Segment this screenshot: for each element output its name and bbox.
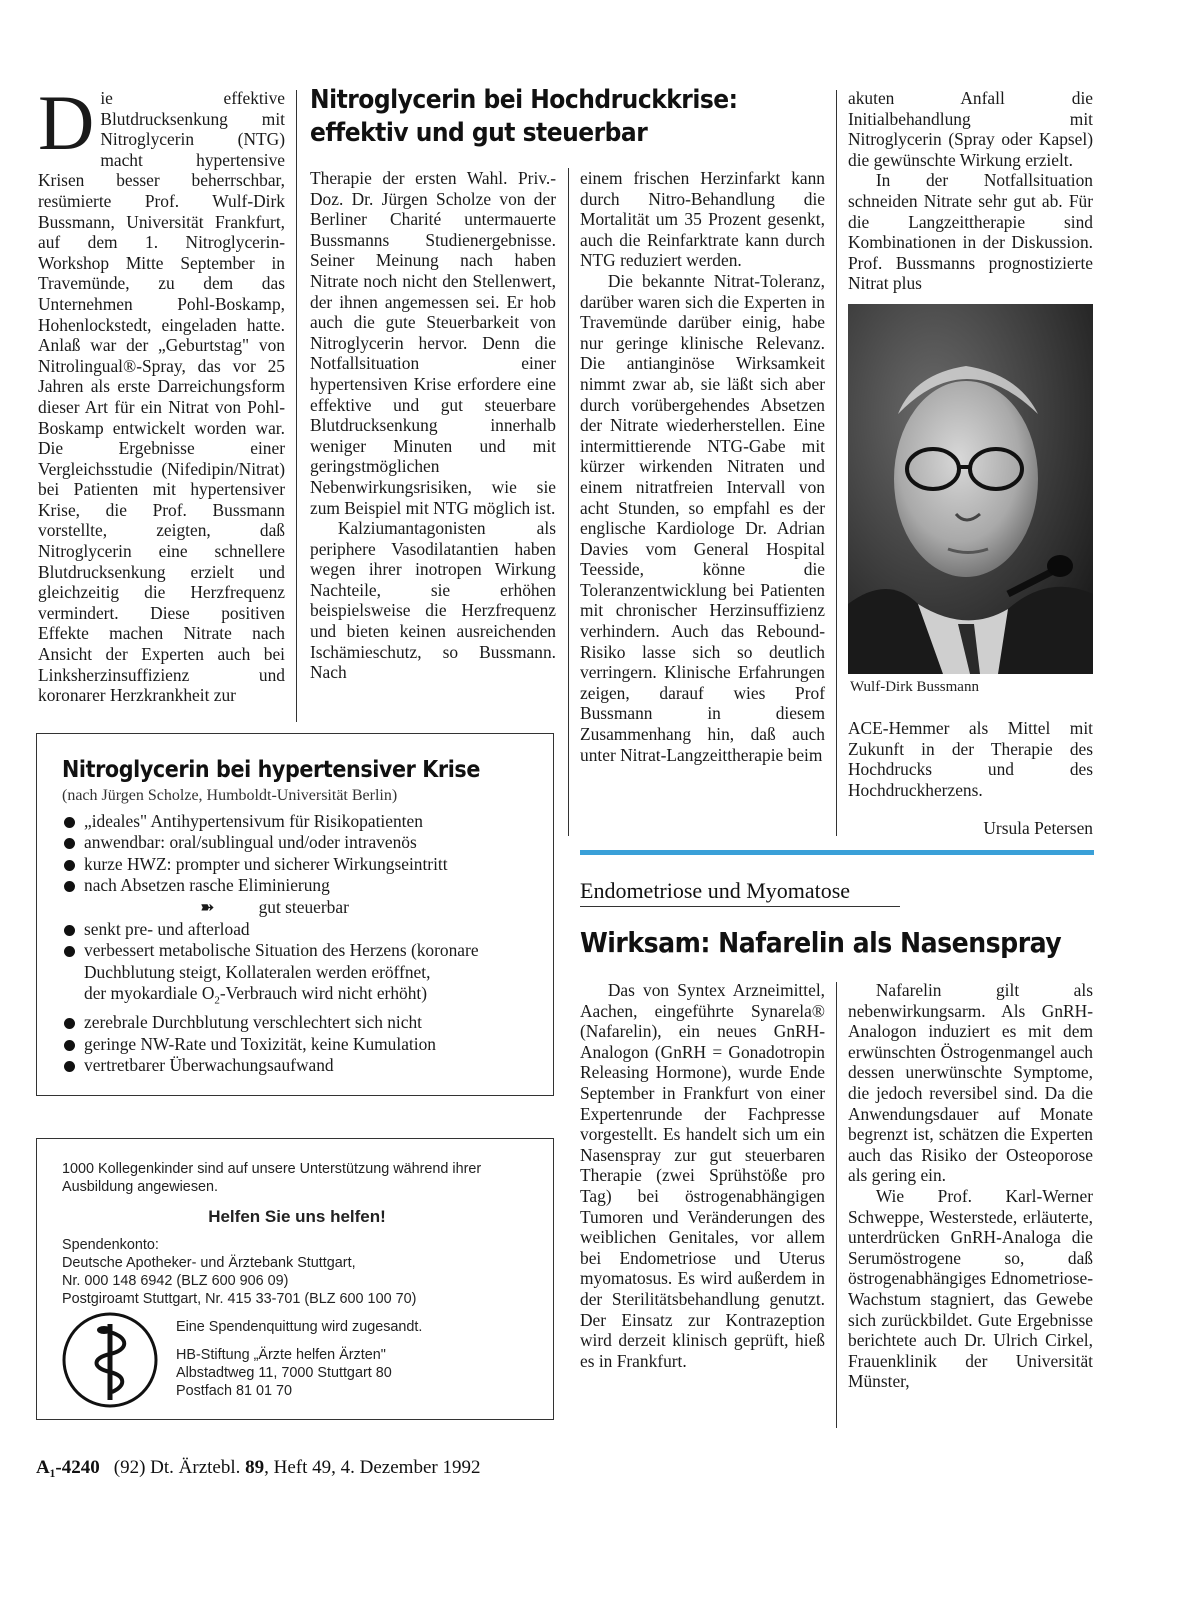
address-line: HB-Stiftung „Ärzte helfen Ärzten" — [176, 1347, 386, 1363]
bank-line: Postgiroamt Stuttgart, Nr. 415 33-701 (BLZ 600 100 70) — [62, 1291, 417, 1307]
info-box-source: (nach Jürgen Scholze, Humboldt-Universität Berlin) — [62, 787, 398, 804]
article1-col4-paragraph: In der Notfallsituation schneiden Nitrate sehr gut ab. Für die Langzeittherapie sind Kombinationen in der Diskussion. Prof. Bussmanns prognostizierte Nitrat plus — [848, 170, 1093, 294]
author-name: Ursula Petersen — [983, 818, 1093, 838]
portrait-photo — [848, 304, 1093, 674]
dropcap: D — [38, 79, 95, 166]
donation-box-content — [62, 1160, 532, 1308]
article1-col1-paragraph: ie effektive Blutdrucksenkung mit Nitroglycerin (NTG) macht hypertensive Krisen besser beherrschbar, resümierte Prof. Wulf-Dirk Bussmann, Universität Frankfurt, auf dem 1. Nitroglycerin-Workshop Mitte September in Travemünde, zu dem das Unternehmen Pohl-Boskamp, Hohenlockstedt, eingeladen hatte. Anlaß war der „Geburtstag" von Nitrolingual®-Spray, das vor 25 Jahren als erste Darreichungsform dieser Art für ein Nitrat von Pohl-Boskamp entwickelt worden war. Die Ergebnisse einer Vergleichsstudie (Nifedipin/Nitrat) bei Patienten mit hypertensiver Krise, die Prof. Bussmann vorstellte, zeigten, daß Nitroglycerin eine schnellere Blutdrucksenkung erzielt und gleichzeitig die Herzfrequenz vermindert. Diese positiven Effekte machen Nitrate nach Ansicht der Experten auch bei Linksherzinsuffizienz und koronarer Herzkrankheit zur — [38, 88, 285, 706]
article1-column1 — [38, 79, 285, 706]
address-line: Postfach 81 01 70 — [176, 1383, 293, 1399]
list-item: nach Absetzen rasche Eliminierung — [62, 875, 552, 896]
address-line: Albstadtweg 11, 7000 Stuttgart 80 — [176, 1365, 392, 1381]
article2-kicker: Endometriose und Myomatose — [580, 878, 851, 903]
column-divider — [836, 90, 837, 836]
donation-headline: Helfen Sie uns helfen! — [208, 1207, 386, 1226]
journal-issue: , Heft 49, 4. Dezember 1992 — [264, 1457, 481, 1478]
list-item: senkt pre- und afterload — [62, 919, 552, 940]
article1-column4-bottom — [848, 718, 1093, 800]
portrait-illustration — [848, 304, 1093, 674]
page-number: A₁-4240 — [36, 1457, 100, 1478]
article1-headline-line2: effektiv und gut steuerbar — [310, 118, 648, 148]
info-box-title: Nitroglycerin bei hypertensiver Krise — [62, 757, 480, 783]
article1-col3-paragraph: einem frischen Herzinfarkt kann durch Nitro-Behandlung die Mortalität um 35 Prozent gesenkt, auch die Reinfarktrate kann durch NTG reduziert werden. — [580, 168, 825, 271]
journal-volume: 89 — [245, 1457, 265, 1478]
article1-column3 — [580, 168, 825, 765]
journal-citation: (92) Dt. Ärztebl. — [113, 1457, 246, 1478]
donation-address — [176, 1318, 536, 1400]
photo-caption: Wulf-Dirk Bussmann — [850, 679, 979, 695]
receipt-note: Eine Spendenquittung wird zugesandt. — [176, 1319, 423, 1335]
article1-headline — [310, 84, 830, 150]
list-item: „ideales" Antihypertensivum für Risikopatienten — [62, 811, 552, 832]
column-divider — [296, 90, 297, 722]
article1-column2 — [310, 168, 556, 683]
article1-col4-end-paragraph: ACE-Hemmer als Mittel mit Zukunft in der Therapie des Hochdrucks und des Hochdruckherzens. — [848, 718, 1093, 800]
list-item-arrow: ➽ gut steuerbar — [200, 896, 349, 918]
list-item: kurze HWZ: prompter und sicherer Wirkungseintritt — [62, 854, 552, 875]
arrow-icon: ➽ — [200, 897, 215, 918]
list-item: zerebrale Durchblutung verschlechtert sich nicht — [62, 1012, 552, 1033]
list-item: anwendbar: oral/sublingual und/oder intravenös — [62, 832, 552, 853]
info-box-content — [62, 755, 552, 1076]
aesculapian-logo — [60, 1310, 160, 1410]
article1-col3-paragraph: Die bekannte Nitrat-Toleranz, darüber waren sich die Experten in Travemünde darüber einig, habe nur geringe klinische Relevanz. Die antianginöse Wirksamkeit nimmt zwar ab, sie läßt sich aber durch vorübergehendes Absetzen der Nitrate wiederherstellen. Eine intermittierende NTG-Gabe mit kürzer wirkenden Nitraten und einem nitratfreien Intervall von acht Stunden, so empfahl es der englische Kardiologe Dr. Adrian Davies vom General Hospital Teesside, könne die Toleranzentwicklung bei Patienten mit chronischer Herzinsuffizienz verhindern. Auch das Rebound-Risiko lasse sich so deutlich verringern. Klinische Erfahrungen zeigen, darauf wies Prof Bussmann in diesem Zusammenhang hin, daß auch unter Nitrat-Langzeittherapie beim — [580, 270, 825, 765]
article1-col2-paragraph: Kalziumantagonisten als periphere Vasodilatantien haben wegen ihrer inotropen Wirkung Nachteile, sie erhöhen beispielsweise die Herzfrequenz und bieten keinen ausreichenden Ischämieschutz, so Bussmann. Nach — [310, 518, 556, 683]
list-item-continuation: Duchblutung steigt, Kollateralen werden eröffnet, — [84, 961, 431, 982]
info-box-list — [62, 811, 552, 1076]
list-item-continuation: der myokardiale $O_2$-Verbrauch wird nicht erhöht) — [84, 983, 428, 1007]
list-item: verbessert metabolische Situation des Herzens (koronare — [62, 940, 552, 961]
staff-of-asclepius-icon — [60, 1310, 160, 1410]
article2-col1-paragraph: Das von Syntex Arzneimittel, Aachen, eingeführte Synarela® (Nafarelin), ein neues GnRH-Analogon (GnRH = Gonadotropin Releasing Hormone), wurde Ende September in Frankfurt von einer Expertenrunde der Fachpresse vorgestellt. Es handelt sich um ein Nasenspray zur gut steuerbaren Therapie (zwei Sprühstöße pro Tag) bei östrogenabhängigen Tumoren und Veränderungen des weiblichen Genitales, vor allem bei Endometriose und Uterus myomatosus. Es wird außerdem in der Sterilitätsbehandlung genutzt. Der Einsatz zur Kontrazeption wird derzeit klinisch geprüft, hieß es in Frankfurt. — [580, 980, 825, 1371]
article1-col4-paragraph: akuten Anfall die Initialbehandlung mit Nitroglycerin (Spray oder Kapsel) die gewünschte Wirkung erzielt. — [848, 88, 1093, 170]
article2-col2-paragraph: Nafarelin gilt als nebenwirkungsarm. Als GnRH-Analogon induziert es mit dem erwünschten Östrogenmangel auch dessen unerwünschte Symptome, die jedoch reversibel sind. Da die Anwendungsdauer auf Monate begrenzt ist, schätzen die Experten auch das Risiko der Osteoporose als gering ein. — [848, 980, 1093, 1186]
page-footer — [36, 1457, 480, 1479]
bank-line: Nr. 000 148 6942 (BLZ 600 906 09) — [62, 1273, 289, 1289]
list-item: geringe NW-Rate und Toxizität, keine Kumulation — [62, 1034, 552, 1055]
article2-column2 — [848, 980, 1093, 1392]
article2-headline: Wirksam: Nafarelin als Nasenspray — [580, 926, 1062, 959]
column-divider — [836, 982, 837, 1428]
bank-line: Deutsche Apotheker- und Ärztebank Stuttgart, — [62, 1255, 356, 1271]
kicker-underline — [580, 906, 900, 907]
article2-column1 — [580, 980, 825, 1371]
article1-column4-top — [848, 88, 1093, 294]
donation-intro: 1000 Kollegenkinder sind auf unsere Unterstützung während ihrer Ausbildung angewiesen. — [62, 1161, 482, 1195]
bank-line: Spendenkonto: — [62, 1237, 159, 1253]
list-item: vertretbarer Überwachungsaufwand — [62, 1055, 552, 1076]
article1-headline-line1: Nitroglycerin bei Hochdruckkrise: — [310, 85, 738, 115]
section-rule — [580, 850, 1094, 855]
column-divider — [568, 168, 569, 836]
article1-col2-paragraph: Therapie der ersten Wahl. Priv.-Doz. Dr. Jürgen Scholze von der Berliner Charité untermauerte Bussmanns Studienergebnisse. Seiner Meinung nach haben Nitrate noch nicht den Stellenwert, der ihnen angemessen sei. Er hob auch die gute Steuerbarkeit von Nitroglycerin hervor. Denn die Notfallsituation einer hypertensiven Krise erfordere eine effektive und gut steuerbare Blutdrucksenkung innerhalb weniger Minuten und mit geringstmöglichen Nebenwirkungsrisiken, wie sie zum Beispiel mit NTG möglich ist. — [310, 168, 556, 518]
article2-col2-paragraph: Wie Prof. Karl-Werner Schweppe, Westerstede, erläuterte, unterdrücken GnRH-Analoga die Serumöstrogene so, daß östrogenabhängiges Ednometriose-Wachstum stagniert, das Gewebe sich zurückbildet. Gute Ergebnisse berichtete auch Dr. Ulrich Cirkel, Frauenklinik der Universität Münster, — [848, 1185, 1093, 1392]
